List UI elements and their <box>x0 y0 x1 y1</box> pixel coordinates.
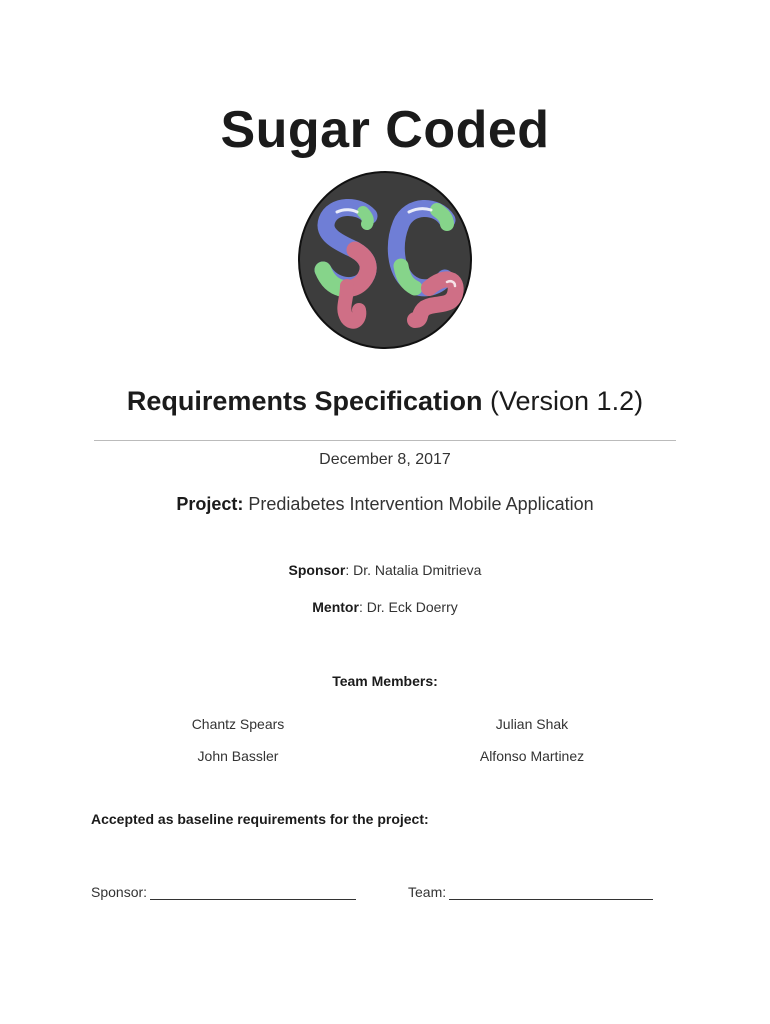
team-member: Julian Shak <box>495 716 569 732</box>
sponsor-value: : Dr. Natalia Dmitrieva <box>345 562 482 578</box>
project-label: Project: <box>176 494 244 514</box>
project-value: Prediabetes Intervention Mobile Application <box>243 494 594 514</box>
sugar-coded-logo <box>297 170 473 350</box>
mentor-value: : Dr. Eck Doerry <box>358 599 458 615</box>
horizontal-rule <box>94 440 676 441</box>
signature-blank <box>449 885 653 900</box>
acceptance-statement: Accepted as baseline requirements for the project: <box>91 811 429 827</box>
team-member: Chantz Spears <box>191 716 285 732</box>
signature-blank <box>150 885 356 900</box>
team-signature-label: Team: <box>408 884 447 900</box>
document-date: December 8, 2017 <box>319 451 451 468</box>
sponsor-line <box>0 562 770 578</box>
team-members-heading: Team Members: <box>332 673 438 689</box>
team-member: John Bassler <box>197 748 279 764</box>
subtitle-version: (Version 1.2) <box>482 386 644 416</box>
mentor-line <box>0 599 770 615</box>
document-title: Sugar Coded <box>220 101 550 159</box>
sponsor-label: Sponsor <box>288 562 346 578</box>
team-member: Alfonso Martinez <box>479 748 585 764</box>
sponsor-signature-label: Sponsor: <box>91 884 148 900</box>
document-subtitle <box>0 386 770 417</box>
subtitle-bold: Requirements Specification <box>126 386 483 416</box>
project-line <box>0 494 770 515</box>
mentor-label: Mentor <box>312 599 359 615</box>
sponsor-signature-line <box>91 884 356 900</box>
team-signature-line <box>408 884 653 900</box>
